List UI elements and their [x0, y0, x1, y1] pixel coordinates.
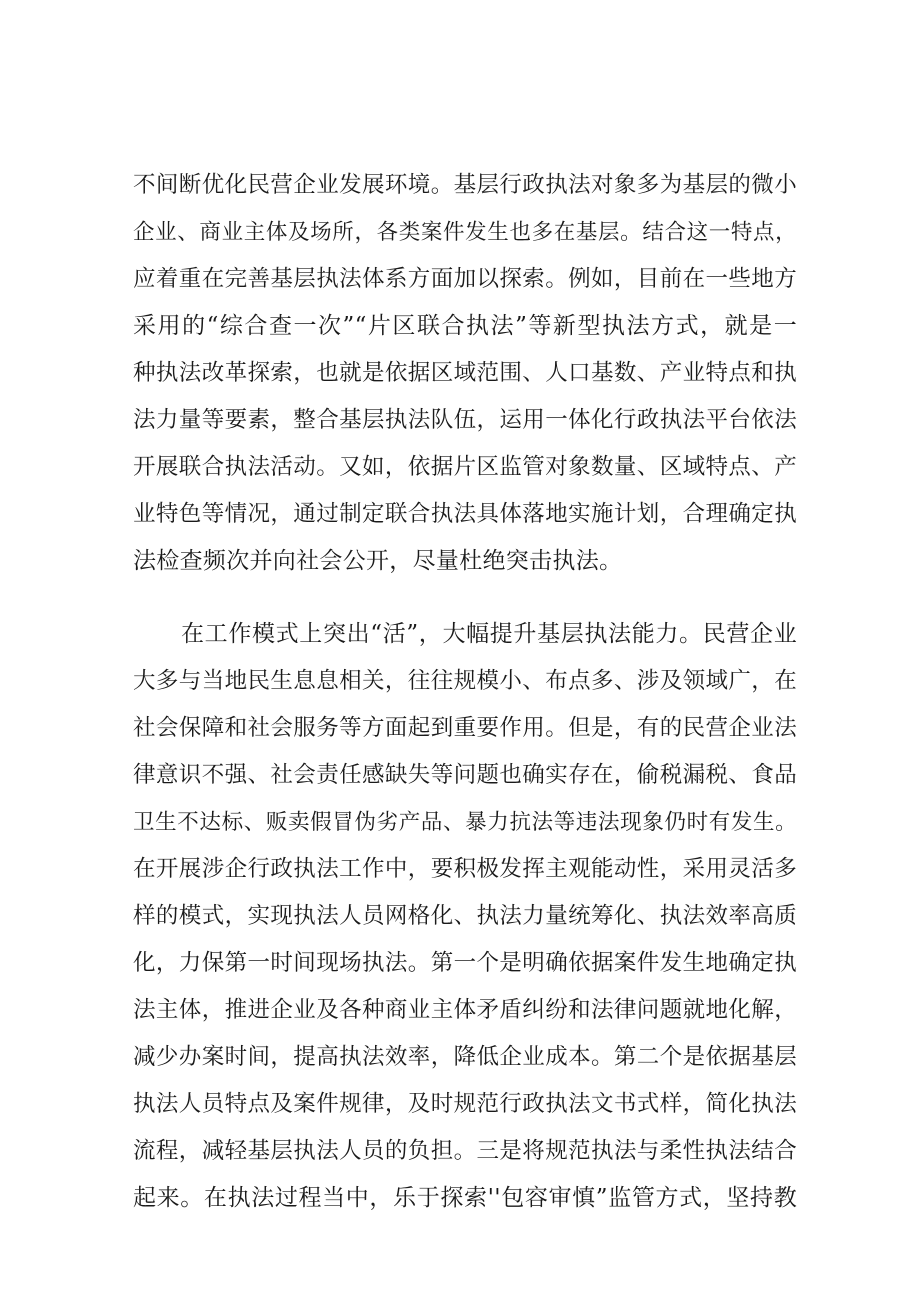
text-line: 在工作模式上突出“活”，大幅提升基层执法能力。民营企业: [181, 621, 797, 647]
text-line: 企业、商业主体及场所，各类案件发生也多在基层。结合这一特点，: [133, 220, 797, 245]
text-line: 起来。在执法过程当中，乐于探索''包容审慎”监管方式，坚持教: [133, 1185, 797, 1211]
text-line: 种执法改革探索，也就是依据区域范围、人口基数、产业特点和执: [133, 360, 797, 386]
text-line: 社会保障和社会服务等方面起到重要作用。但是，有的民营企业法: [133, 715, 797, 741]
text-line: 在开展涉企行政执法工作中，要积极发挥主观能动性，采用灵活多: [133, 856, 797, 882]
text-line: 卫生不达标、贩卖假冒伪劣产品、暴力抗法等违法现象仍时有发生。: [133, 810, 797, 835]
text-line: 法力量等要素，整合基层执法队伍，运用一体化行政执法平台依法: [133, 407, 797, 433]
text-line: 应着重在完善基层执法体系方面加以探索。例如，目前在一些地方: [133, 266, 797, 292]
paragraph-1: [133, 162, 797, 585]
paragraph-2: [133, 611, 797, 1222]
text-line: 业特色等情况，通过制定联合执法具体落地实施计划，合理确定执: [133, 501, 797, 527]
text-line: 样的模式，实现执法人员网格化、执法力量统筹化、执法效率高质: [133, 903, 797, 929]
paragraph-spacer: [133, 585, 797, 611]
text-line: 大多与当地民生息息相关，往往规模小、布点多、涉及领域广，在: [133, 668, 797, 694]
text-line: 执法人员特点及案件规律，及时规范行政执法文书式样，简化执法: [133, 1091, 797, 1117]
text-line: 律意识不强、社会责任感缺失等问题也确实存在，偷税漏税、食品: [133, 762, 797, 788]
text-line: 法主体，推进企业及各种商业主体矛盾纠纷和法律问题就地化解，: [133, 997, 797, 1023]
text-line: 流程，减轻基层执法人员的负担。三是将规范执法与柔性执法结合: [133, 1138, 797, 1164]
text-line: 化，力保第一时间现场执法。第一个是明确依据案件发生地确定执: [133, 950, 797, 976]
text-line: 开展联合执法活动。又如，依据片区监管对象数量、区域特点、产: [133, 454, 797, 480]
text-line: 不间断优化民营企业发展环境。基层行政执法对象多为基层的微小: [133, 172, 797, 198]
text-line: 采用的“综合查一次”“片区联合执法”等新型执法方式，就是一: [133, 313, 797, 339]
body-text: [133, 162, 797, 1222]
text-line: 减少办案时间，提高执法效率，降低企业成本。第二个是依据基层: [133, 1044, 797, 1070]
text-line: 法检查频次并向社会公开，尽量杜绝突击执法。: [133, 548, 623, 574]
